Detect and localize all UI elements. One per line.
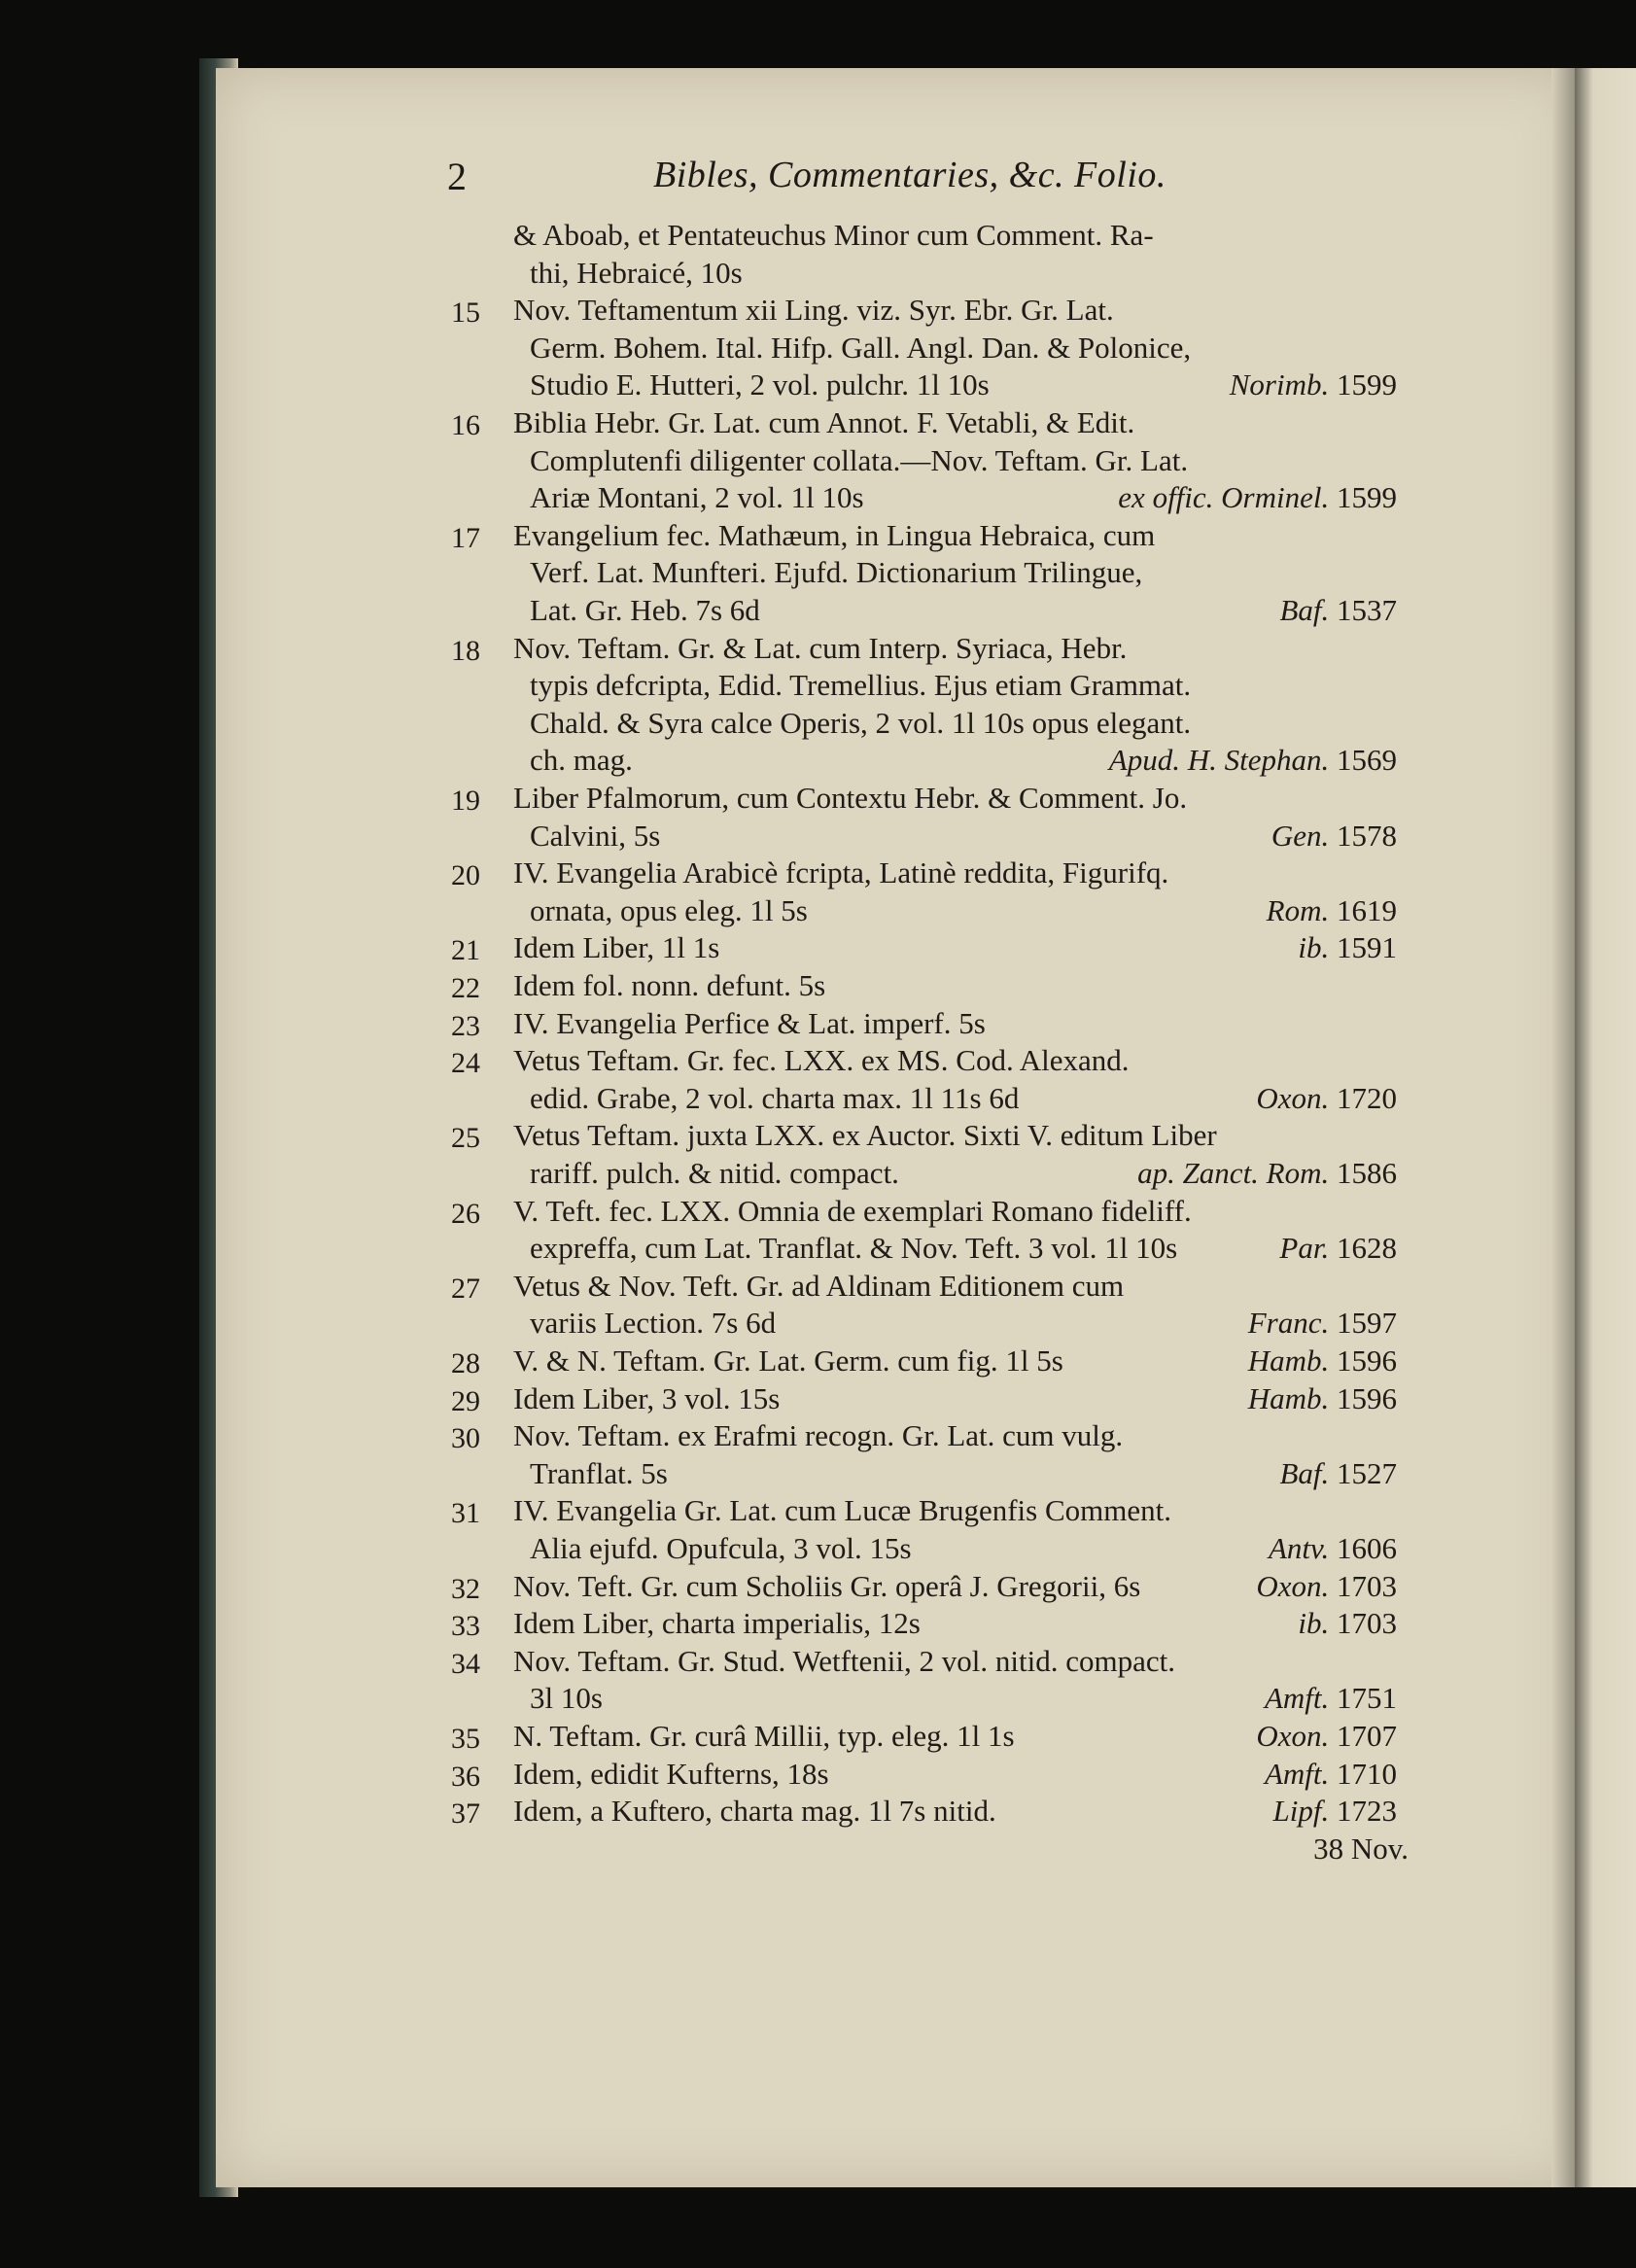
entry-number: 36 xyxy=(451,1760,480,1793)
entry-text: IV. Evangelia Arabicè fcripta, Latinè reddita, Figurifq. xyxy=(513,855,1169,890)
entry-line xyxy=(0,518,1636,555)
entry-line xyxy=(0,893,1636,930)
imprint xyxy=(1248,1381,1397,1416)
imprint-year: 1596 xyxy=(1337,1380,1397,1415)
entry-text: V. & N. Teftam. Gr. Lat. Germ. cum fig. 1l 5s xyxy=(513,1343,1063,1378)
entry-text: Calvini, 5s xyxy=(530,818,661,853)
imprint-year: 1599 xyxy=(1337,367,1397,402)
entry-line xyxy=(0,1606,1636,1643)
imprint-year: 1703 xyxy=(1337,1568,1397,1603)
entry-text: Tranflat. 5s xyxy=(530,1455,668,1490)
imprint-place: Hamb. xyxy=(1247,1343,1337,1378)
entry-text: Nov. Teftam. Gr. & Lat. cum Interp. Syriaca, Hebr. xyxy=(513,630,1128,665)
imprint xyxy=(1279,1456,1397,1491)
running-head: Bibles, Commentaries, &c. Folio. xyxy=(653,155,1166,195)
imprint xyxy=(1279,1231,1397,1266)
imprint-year: 1703 xyxy=(1337,1606,1397,1641)
entry-text: Vetus Teftam. Gr. fec. LXX. ex MS. Cod. Alexand. xyxy=(513,1043,1130,1078)
entry-line xyxy=(0,668,1636,705)
entry-text: Verf. Lat. Munfteri. Ejufd. Dictionarium Trilingue, xyxy=(530,555,1143,590)
entry-line xyxy=(0,1644,1636,1681)
imprint-year: 1720 xyxy=(1337,1080,1397,1115)
entry-number: 19 xyxy=(451,785,480,817)
entry-line xyxy=(0,1269,1636,1306)
entry-number: 37 xyxy=(451,1797,480,1831)
entry-number: 17 xyxy=(451,521,480,554)
entry-line xyxy=(0,968,1636,1005)
entry-line xyxy=(0,443,1636,480)
entry-line xyxy=(0,1043,1636,1080)
entry-text: Germ. Bohem. Ital. Hifp. Gall. Angl. Dan. & Polonice, xyxy=(530,330,1192,365)
entry-text: IV. Evangelia Gr. Lat. cum Lucæ Brugenfis Comment. xyxy=(513,1493,1171,1528)
entry-number: 32 xyxy=(451,1572,480,1605)
entry-line xyxy=(0,743,1636,780)
entry-line xyxy=(0,781,1636,818)
page-header xyxy=(0,154,1636,212)
entry-number: 20 xyxy=(451,859,480,892)
imprint-year: 1599 xyxy=(1337,480,1397,515)
entry-line xyxy=(0,555,1636,592)
entry-line xyxy=(0,1343,1636,1380)
entry-line xyxy=(0,1794,1636,1831)
entry-number: 21 xyxy=(451,934,480,967)
imprint xyxy=(1256,1569,1397,1604)
imprint-place: Antv. xyxy=(1268,1531,1337,1565)
imprint-place: Amft. xyxy=(1264,1681,1337,1716)
entry-number: 24 xyxy=(451,1047,480,1080)
imprint xyxy=(1269,1531,1397,1566)
entry-text: Evangelium fec. Mathæum, in Lingua Hebraica, cum xyxy=(513,517,1156,552)
entry-text: Ariæ Montani, 2 vol. 1l 10s xyxy=(530,480,864,515)
imprint-place: Baf. xyxy=(1279,1455,1337,1490)
imprint-place: Par. xyxy=(1279,1231,1337,1266)
imprint-year: 1707 xyxy=(1337,1719,1397,1753)
imprint xyxy=(1271,819,1397,854)
imprint-place: Oxon. xyxy=(1256,1568,1337,1603)
entry-line xyxy=(0,1719,1636,1756)
entry-text: Complutenfi diligenter collata.—Nov. Teftam. Gr. Lat. xyxy=(530,442,1189,477)
imprint-year: 1710 xyxy=(1337,1756,1397,1791)
entry-number: 28 xyxy=(451,1347,480,1379)
entry-text: Nov. Teft. Gr. cum Scholiis Gr. operâ J. Gregorii, 6s xyxy=(513,1568,1141,1603)
entry-line xyxy=(0,1569,1636,1606)
entry-text: Idem Liber, 1l 1s xyxy=(513,930,720,965)
entry-text: expreffa, cum Lat. Tranflat. & Nov. Teft. 3 vol. 1l 10s xyxy=(530,1231,1178,1266)
entry-line xyxy=(0,930,1636,967)
entry-line xyxy=(0,1757,1636,1794)
entry-text: Liber Pfalmorum, cum Contextu Hebr. & Comment. Jo. xyxy=(513,781,1188,815)
imprint-place: Oxon. xyxy=(1256,1719,1337,1753)
imprint-place: Amft. xyxy=(1264,1756,1337,1791)
entry-number: 15 xyxy=(451,297,480,330)
entry-line xyxy=(0,1493,1636,1530)
page-number: 2 xyxy=(447,155,467,198)
entry-text: ch. mag. xyxy=(530,743,633,778)
imprint-place: Apud. H. Stephan. xyxy=(1108,743,1337,778)
imprint-year: 1591 xyxy=(1337,930,1397,965)
imprint-year: 1596 xyxy=(1337,1343,1397,1378)
imprint-year: 1723 xyxy=(1337,1794,1397,1829)
entry-line xyxy=(0,855,1636,892)
entry-text: Idem Liber, charta imperialis, 12s xyxy=(513,1606,921,1641)
imprint-place: Norimb. xyxy=(1229,367,1337,402)
entry-text: N. Teftam. Gr. curâ Millii, typ. eleg. 1l 1s xyxy=(513,1719,1015,1753)
entry-text: variis Lection. 7s 6d xyxy=(530,1306,777,1341)
imprint-place: ib. xyxy=(1298,1606,1337,1641)
catchword-line xyxy=(0,1832,1636,1868)
imprint-year: 1597 xyxy=(1337,1306,1397,1341)
catchword: 38 Nov. xyxy=(1313,1831,1409,1866)
entry-number: 34 xyxy=(451,1647,480,1680)
entry-text: typis defcripta, Edid. Tremellius. Ejus etiam Grammat. xyxy=(530,668,1192,703)
entry-line xyxy=(0,293,1636,330)
entry-number: 33 xyxy=(451,1610,480,1643)
entry-text: Studio E. Hutteri, 2 vol. pulchr. 1l 10s xyxy=(530,367,990,402)
entry-text: Chald. & Syra calce Operis, 2 vol. 1l 10s opus elegant. xyxy=(530,705,1192,740)
entry-line xyxy=(0,819,1636,855)
imprint xyxy=(1279,593,1397,628)
imprint-year: 1537 xyxy=(1337,593,1397,627)
imprint xyxy=(1298,1606,1397,1641)
entry-number: 16 xyxy=(451,409,480,441)
entry-text: V. Teft. fec. LXX. Omnia de exemplari Romano fideliff. xyxy=(513,1193,1192,1228)
entry-text: Biblia Hebr. Gr. Lat. cum Annot. F. Vetabli, & Edit. xyxy=(513,405,1135,439)
imprint xyxy=(1273,1794,1397,1829)
entry-number: 31 xyxy=(451,1497,480,1530)
entry-line xyxy=(0,480,1636,517)
entry-text: rariff. pulch. & nitid. compact. xyxy=(530,1156,899,1190)
entry-line xyxy=(0,331,1636,367)
entry-line xyxy=(0,1231,1636,1268)
entry-line xyxy=(0,1456,1636,1493)
imprint-place: ap. Zanct. Rom. xyxy=(1137,1156,1337,1190)
imprint xyxy=(1248,1343,1397,1378)
imprint-year: 1628 xyxy=(1337,1231,1397,1266)
imprint xyxy=(1265,1681,1397,1716)
entry-text: IV. Evangelia Perfice & Lat. imperf. 5s xyxy=(513,1005,986,1040)
entry-line xyxy=(0,1006,1636,1043)
entry-line xyxy=(0,218,1636,255)
imprint-place: Baf. xyxy=(1279,593,1337,627)
entry-text: Idem fol. nonn. defunt. 5s xyxy=(513,968,826,1002)
entry-text: Nov. Teftam. Gr. Stud. Wetftenii, 2 vol. nitid. compact. xyxy=(513,1643,1175,1678)
imprint-place: ib. xyxy=(1298,930,1337,965)
entry-text: thi, Hebraicé, 10s xyxy=(530,255,743,290)
entry-text: & Aboab, et Pentateuchus Minor cum Comment. Ra- xyxy=(513,218,1154,252)
entry-text: Nov. Teftamentum xii Ling. viz. Syr. Ebr. Gr. Lat. xyxy=(513,293,1114,328)
entry-number: 22 xyxy=(451,972,480,1004)
imprint xyxy=(1230,367,1397,402)
entry-text: Alia ejufd. Opufcula, 3 vol. 15s xyxy=(530,1531,912,1565)
imprint-place: Hamb. xyxy=(1247,1380,1337,1415)
imprint-year: 1619 xyxy=(1337,892,1397,927)
entry-line xyxy=(0,405,1636,442)
entry-line xyxy=(0,1681,1636,1718)
entry-line xyxy=(0,1194,1636,1231)
entry-line xyxy=(0,1156,1636,1193)
imprint xyxy=(1248,1306,1397,1341)
imprint xyxy=(1256,1081,1397,1116)
entry-line xyxy=(0,256,1636,293)
entry-line xyxy=(0,1081,1636,1118)
entry-line xyxy=(0,1531,1636,1568)
entry-line xyxy=(0,1306,1636,1343)
entry-line xyxy=(0,631,1636,668)
entry-line xyxy=(0,367,1636,404)
entry-number: 23 xyxy=(451,1009,480,1042)
imprint xyxy=(1137,1156,1397,1191)
entry-number: 18 xyxy=(451,634,480,667)
imprint-year: 1586 xyxy=(1337,1156,1397,1190)
entry-number: 30 xyxy=(451,1422,480,1455)
imprint-year: 1578 xyxy=(1337,818,1397,853)
imprint-year: 1569 xyxy=(1337,743,1397,778)
imprint-year: 1751 xyxy=(1337,1681,1397,1716)
entry-text: Lat. Gr. Heb. 7s 6d xyxy=(530,593,760,627)
entry-line xyxy=(0,593,1636,630)
imprint xyxy=(1118,480,1397,515)
imprint xyxy=(1265,1757,1397,1792)
imprint-place: Rom. xyxy=(1266,892,1337,927)
entry-text: Idem, edidit Kufterns, 18s xyxy=(513,1756,829,1791)
entry-text: ornata, opus eleg. 1l 5s xyxy=(530,892,808,927)
entry-number: 35 xyxy=(451,1723,480,1755)
entry-text: Nov. Teftam. ex Erafmi recogn. Gr. Lat. cum vulg. xyxy=(513,1418,1124,1453)
entry-text: 3l 10s xyxy=(530,1681,603,1716)
entry-text: Idem, a Kuftero, charta mag. 1l 7s nitid. xyxy=(513,1794,996,1829)
imprint xyxy=(1267,893,1397,928)
imprint-place: Oxon. xyxy=(1256,1080,1337,1115)
imprint xyxy=(1256,1719,1397,1754)
imprint-place: Lipf. xyxy=(1272,1794,1337,1829)
entry-text: edid. Grabe, 2 vol. charta max. 1l 11s 6d xyxy=(530,1080,1020,1115)
entry-line xyxy=(0,706,1636,743)
imprint-year: 1527 xyxy=(1337,1455,1397,1490)
imprint-year: 1606 xyxy=(1337,1531,1397,1565)
entry-line xyxy=(0,1381,1636,1418)
entry-text: Vetus & Nov. Teft. Gr. ad Aldinam Editionem cum xyxy=(513,1268,1125,1303)
imprint xyxy=(1298,930,1397,965)
imprint-place: Gen. xyxy=(1271,818,1337,853)
entry-text: Vetus Teftam. juxta LXX. ex Auctor. Sixti V. editum Liber xyxy=(513,1118,1217,1153)
entry-number: 25 xyxy=(451,1122,480,1155)
imprint-place: ex offic. Orminel. xyxy=(1118,480,1337,515)
entry-number: 29 xyxy=(451,1384,480,1417)
entry-line xyxy=(0,1418,1636,1455)
imprint-place: Franc. xyxy=(1247,1306,1337,1341)
entry-line xyxy=(0,1118,1636,1155)
entry-number: 27 xyxy=(451,1272,480,1305)
imprint xyxy=(1109,743,1397,778)
entry-number: 26 xyxy=(451,1197,480,1230)
entry-text: Idem Liber, 3 vol. 15s xyxy=(513,1380,781,1415)
